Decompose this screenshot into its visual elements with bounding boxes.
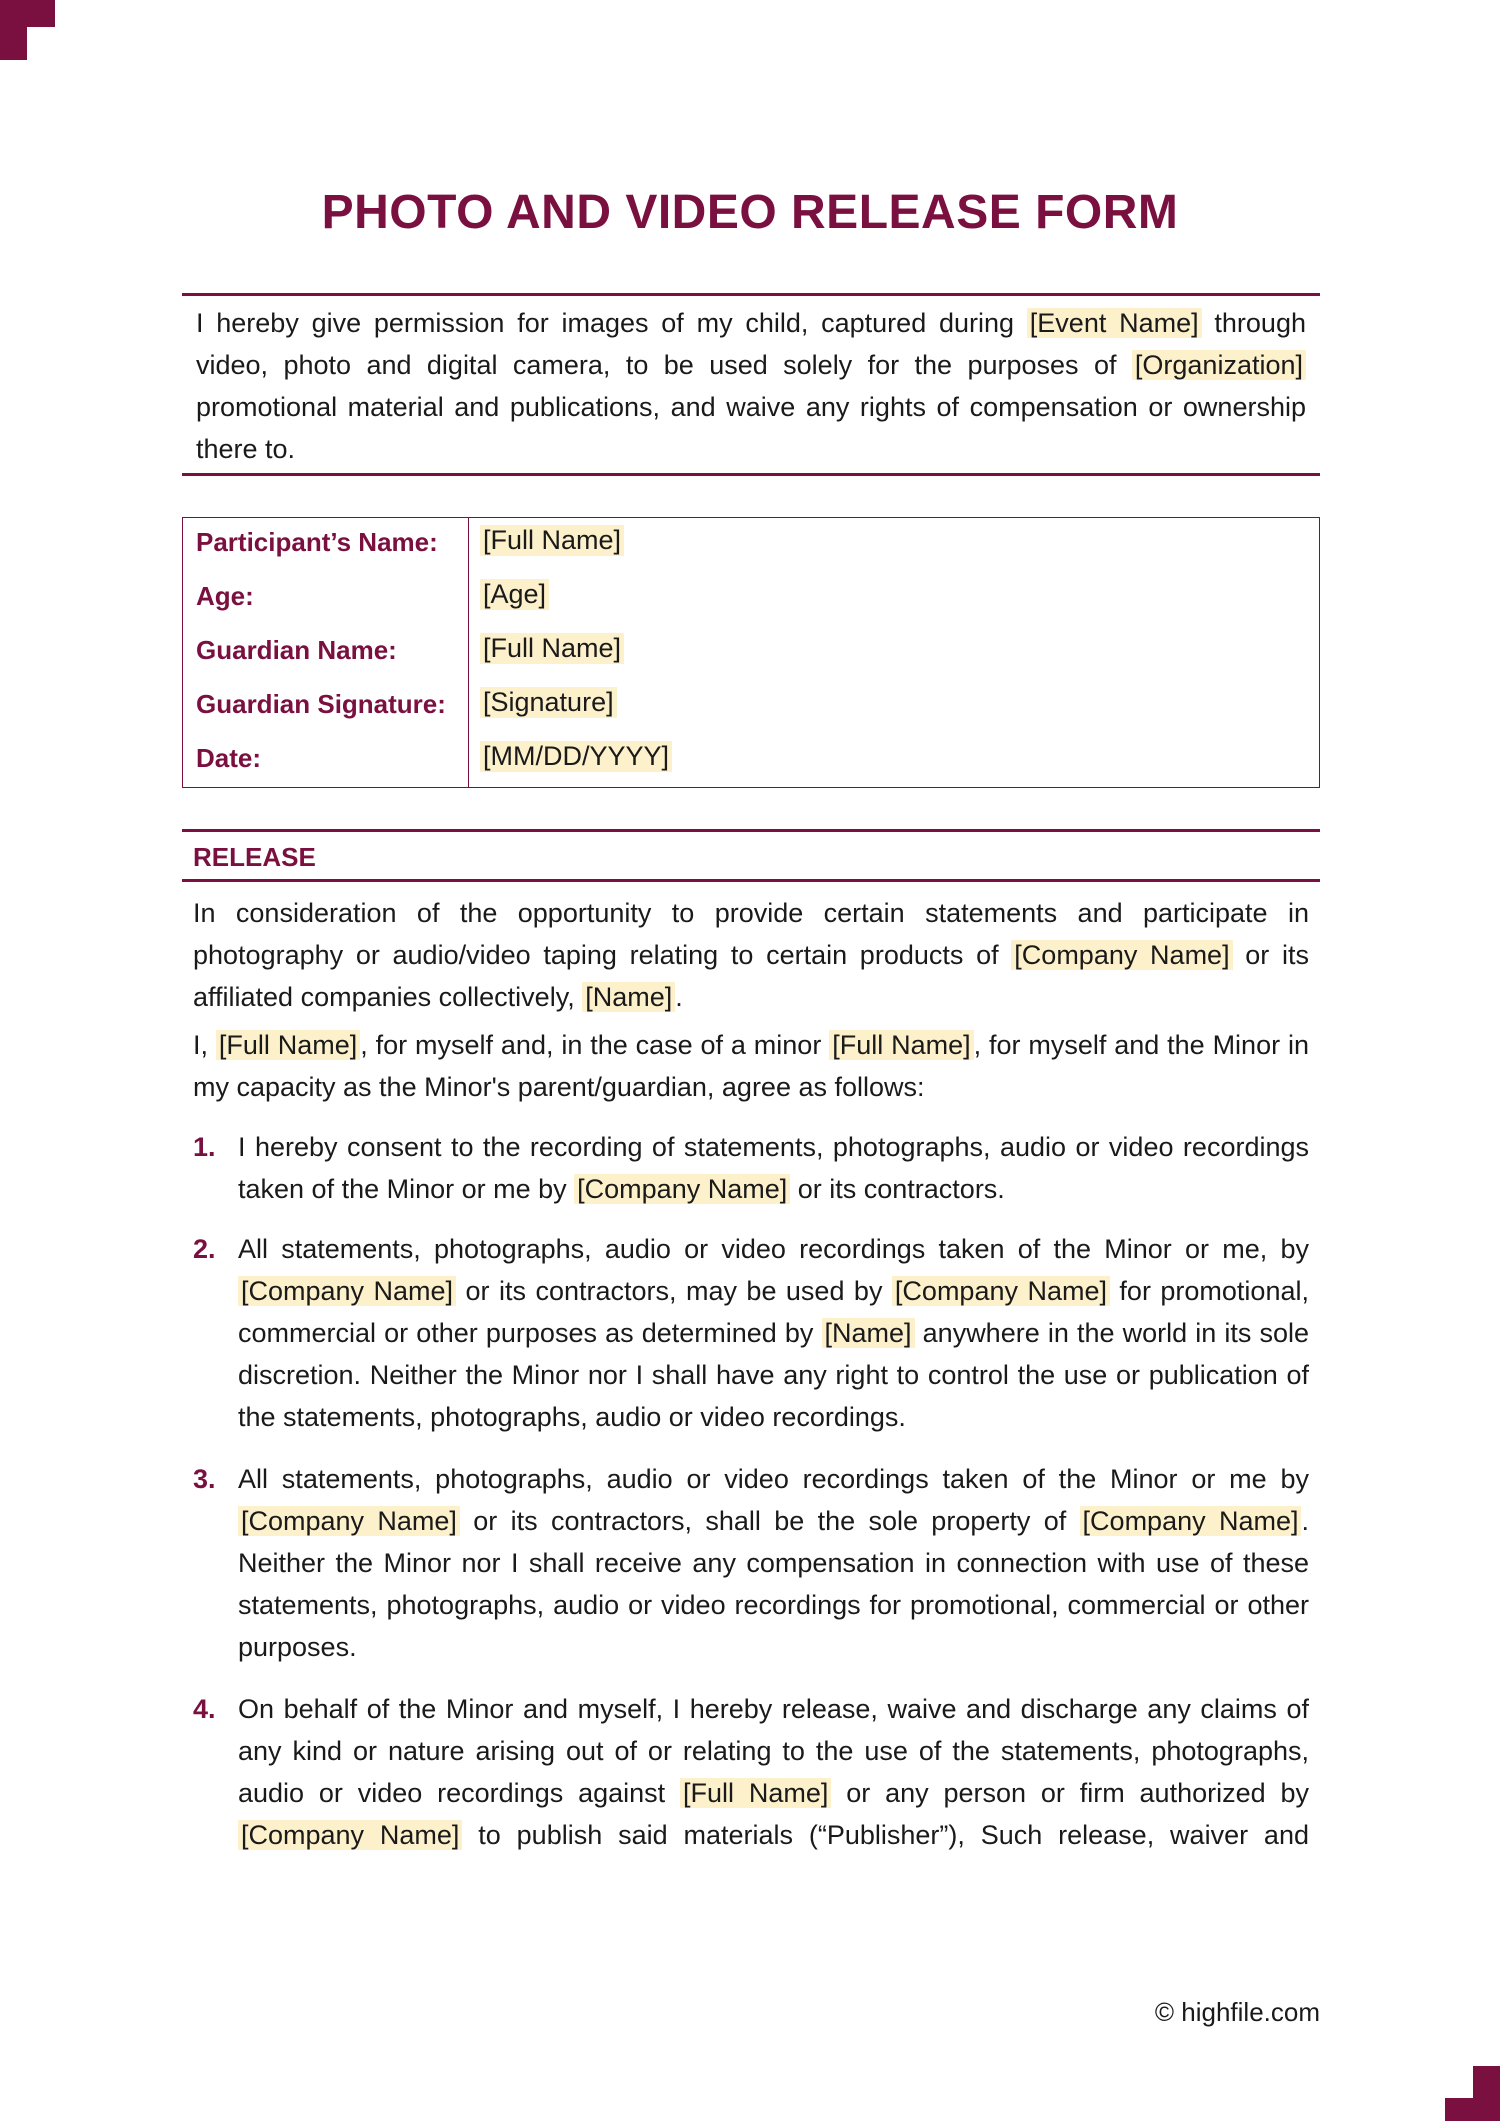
- list-number: 2.: [193, 1234, 216, 1264]
- placeholder-full-name[interactable]: [Full Name]: [680, 1778, 831, 1808]
- placeholder-company-name[interactable]: [Company Name]: [1011, 940, 1232, 970]
- placeholder-company-name[interactable]: [Company Name]: [892, 1276, 1110, 1306]
- placeholder-name[interactable]: [Name]: [822, 1318, 915, 1348]
- release-paragraph-1: In consideration of the opportunity to provide certain statements and participate in photography or audio/video taping relating to certain products of [Company Name] or its affiliated companies collectively, [Name] .: [193, 898, 1309, 1012]
- list-number: 3.: [193, 1464, 216, 1494]
- list-item: 4. On behalf of the Minor and myself, I hereby release, waive and discharge any claims of any kind or nature arising out of or relating to the use of the statements, photographs, audio or video recordings against [Full Name] or any person or firm authorized by [Company Name] to publish said materials (“Publisher”), Such release, waiver and: [193, 1688, 1309, 1856]
- placeholder-name[interactable]: [Name]: [582, 982, 675, 1012]
- intro-top-rule: [182, 293, 1320, 296]
- participant-info-table: [182, 517, 1320, 788]
- intro-paragraph: I hereby give permission for images of my child, captured during [Event Name] through video, photo and digital camera, to be used solely for the purposes of [Organization] promotional material and publications, and waive any rights of compensation or ownership there to.: [196, 308, 1306, 464]
- table-row: [183, 518, 1319, 572]
- release-paragraph-2: I, [Full Name] , for myself and, in the case of a minor [Full Name] , for myself and the Minor in my capacity as the Minor's parent/guardian, agree as follows:: [193, 1030, 1309, 1102]
- field-label: Guardian Signature:: [196, 689, 446, 719]
- footer-copyright: © highfile.com: [1154, 1997, 1320, 2027]
- intro-bottom-rule: [182, 473, 1320, 476]
- page-title: PHOTO AND VIDEO RELEASE FORM: [321, 186, 1179, 239]
- field-label: Guardian Name:: [196, 635, 397, 665]
- list-item: 3. All statements, photographs, audio or video recordings taken of the Minor or me by [Company Name] or its contractors, shall be the sole property of [Company Name] . Neither the Minor nor I shall receive any compensation in connection with use of these statements, photographs, audio or video recordings for promotional, commercial or other purposes.: [193, 1458, 1309, 1668]
- corner-decoration-bottom-right: [1445, 2098, 1500, 2121]
- list-item: 2. All statements, photographs, audio or video recordings taken of the Minor or me, by [Company Name] or its contractors, may be used by [Company Name] for promotional, commercial or other purposes as determined by [Name] anywhere in the world in its sole discretion. Neither the Minor nor I shall have any right to control the use or publication of the statements, photographs, audio or video recordings.: [193, 1228, 1309, 1438]
- table-row: [183, 734, 1319, 788]
- placeholder-company-name[interactable]: [Company Name]: [574, 1174, 790, 1204]
- placeholder-event-name[interactable]: [Event Name]: [1027, 308, 1202, 338]
- date-field[interactable]: [MM/DD/YYYY]: [480, 741, 672, 772]
- release-heading: RELEASE: [193, 842, 316, 872]
- table-row: [183, 680, 1319, 734]
- release-bottom-rule: [182, 879, 1320, 882]
- participant-name-field[interactable]: [Full Name]: [480, 525, 624, 556]
- placeholder-company-name[interactable]: [Company Name]: [1080, 1506, 1302, 1536]
- corner-decoration-bottom-right-stem: [1473, 2066, 1500, 2098]
- field-label: Age:: [196, 581, 254, 611]
- list-number: 4.: [193, 1694, 216, 1724]
- placeholder-full-name[interactable]: [Full Name]: [216, 1030, 360, 1060]
- list-item: 1. I hereby consent to the recording of statements, photographs, audio or video recordings taken of the Minor or me by [Company Name] or its contractors.: [193, 1126, 1309, 1210]
- placeholder-company-name[interactable]: [Company Name]: [238, 1506, 460, 1536]
- release-top-rule: [182, 829, 1320, 832]
- placeholder-company-name[interactable]: [Company Name]: [238, 1276, 456, 1306]
- guardian-name-field[interactable]: [Full Name]: [480, 633, 624, 664]
- placeholder-organization[interactable]: [Organization]: [1132, 350, 1306, 380]
- guardian-signature-field[interactable]: [Signature]: [480, 687, 617, 718]
- corner-decoration-top-left-stem: [0, 27, 27, 60]
- list-number: 1.: [193, 1132, 216, 1162]
- table-row: [183, 572, 1319, 626]
- field-label: Participant’s Name:: [196, 527, 438, 557]
- placeholder-full-name[interactable]: [Full Name]: [829, 1030, 973, 1060]
- field-label: Date:: [196, 743, 262, 773]
- table-row: [183, 626, 1319, 680]
- corner-decoration-top-left: [0, 0, 55, 27]
- placeholder-company-name[interactable]: [Company Name]: [238, 1820, 462, 1850]
- age-field[interactable]: [Age]: [480, 579, 549, 610]
